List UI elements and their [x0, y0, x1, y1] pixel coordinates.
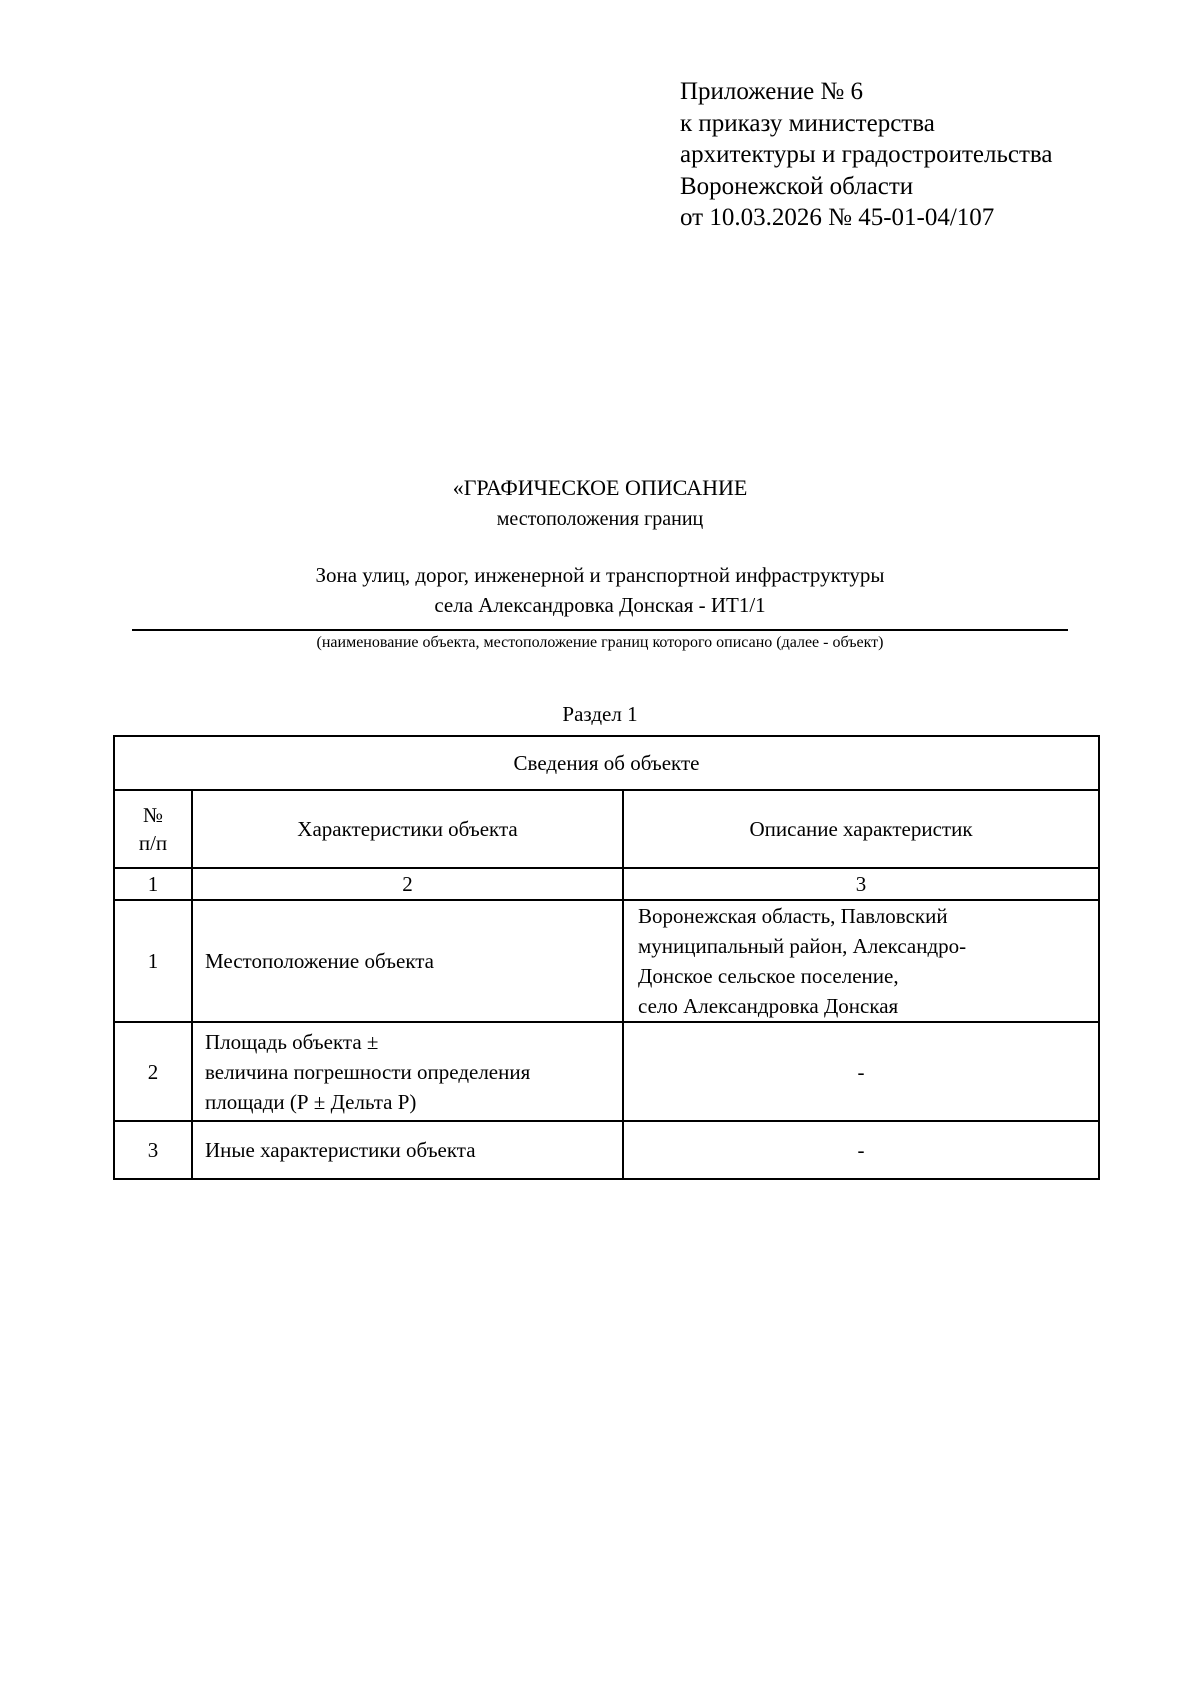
- section-label: Раздел 1: [562, 702, 638, 726]
- row-characteristic: Местоположение объекта: [192, 900, 623, 1022]
- appendix-line-1: Приложение № 6: [680, 78, 864, 105]
- appendix-header: [680, 76, 1052, 234]
- table-row: [114, 1022, 1099, 1121]
- appendix-line-5: от 10.03.2026 № 45-01-04/107: [680, 204, 995, 231]
- header-num-line-1: №: [142, 803, 164, 827]
- description-line: Донское сельское поселение,: [638, 964, 899, 988]
- header-num: [114, 790, 192, 868]
- row-num: 2: [114, 1022, 192, 1121]
- characteristic-line: площади (Р ± Дельта Р): [205, 1089, 417, 1114]
- characteristic-line: величина погрешности определения: [205, 1059, 531, 1084]
- row-description: -: [623, 1121, 1099, 1179]
- appendix-line-3: архитектуры и градостроительства: [680, 141, 1053, 168]
- row-num: 3: [114, 1121, 192, 1179]
- document-title: «ГРАФИЧЕСКОЕ ОПИСАНИЕ: [452, 475, 748, 500]
- row-description: [623, 900, 1099, 1022]
- table-row: [114, 1121, 1099, 1179]
- row-characteristic: Иные характеристики объекта: [192, 1121, 623, 1179]
- description-line: село Александровка Донская: [638, 994, 899, 1018]
- row-num: 1: [114, 900, 192, 1022]
- object-info-table: [113, 735, 1100, 1180]
- row-characteristic: [192, 1022, 623, 1121]
- characteristic-line: Площадь объекта ±: [205, 1029, 379, 1054]
- index-col-1: 1: [114, 868, 192, 900]
- header-num-line-2: п/п: [138, 831, 168, 855]
- appendix-line-2: к приказу министерства: [680, 109, 935, 137]
- table-caption: Сведения об объекте: [114, 736, 1099, 790]
- index-col-3: 3: [623, 868, 1099, 900]
- object-name-underline: [132, 629, 1068, 631]
- table-row: [114, 900, 1099, 1022]
- row-description: -: [623, 1022, 1099, 1121]
- object-name-line-1: Зона улиц, дорог, инженерной и транспортной инфраструктуры: [315, 563, 885, 587]
- object-name-caption: (наименование объекта, местоположение границ которого описано (далее - объект): [316, 634, 884, 651]
- object-name-line-2: села Александровка Донская - ИТ1/1: [434, 593, 766, 617]
- description-line: Воронежская область, Павловский: [638, 904, 948, 928]
- description-line: муниципальный район, Александро-: [638, 934, 967, 958]
- table-index-row: [114, 868, 1099, 900]
- table-header-row: [114, 790, 1099, 868]
- header-description: Описание характеристик: [623, 790, 1099, 868]
- appendix-line-4: Воронежской области: [680, 172, 914, 200]
- index-col-2: 2: [192, 868, 623, 900]
- document-subtitle: местоположения границ: [496, 508, 704, 530]
- header-characteristics: Характеристики объекта: [192, 790, 623, 868]
